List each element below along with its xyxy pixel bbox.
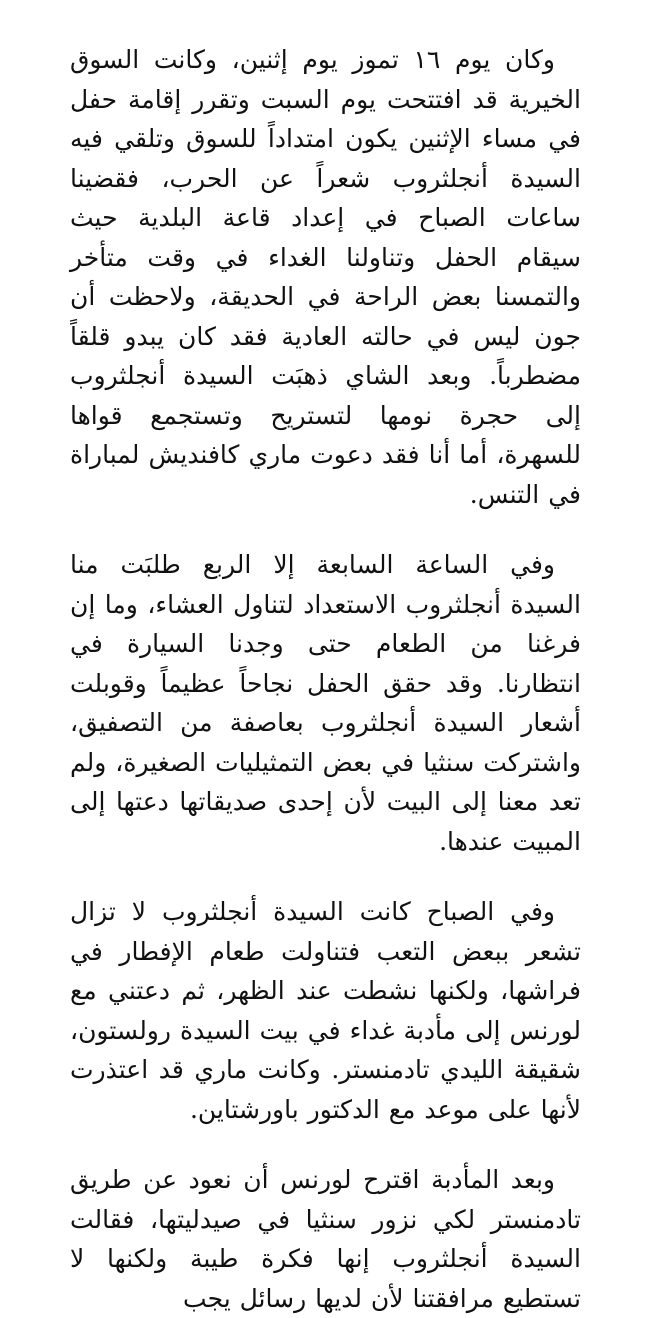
book-page bbox=[70, 40, 581, 1313]
paragraph-4: وبعد المأدبة اقترح لورنس أن نعود عن طريق تادمنستر لكي نزور سنثيا في صيدليتها، فقالت السيدة أنجلثروب إنها فكرة طيبة ولكنها لا تستطيع مرافقتنا لأن لديها رسائل يجب bbox=[70, 1165, 581, 1313]
paragraph-1: وكان يوم ١٦ تموز يوم إثنين، وكانت السوق الخيرية قد افتتحت يوم السبت وتقرر إقامة حفل في مساء الإثنين يكون امتداداً للسوق وتلقي فيه السيدة أنجلثروب شعراً عن الحرب، فقضينا ساعات الصباح في إعداد قاعة البلدية حيث سيقام الحفل وتناولنا الغداء في وقت متأخر والتمسنا بعض الراحة في الحديقة، ولاحظت أن جون ليس في حالته العادية فقد كان يبدو قلقاً مضطرباً. وبعد الشاي ذهبَت السيدة أنجلثروب إلى حجرة نومها لتستريح وتستجمع قواها للسهرة، أما أنا فقد دعوت ماري كافنديش لمباراة في التنس. bbox=[70, 45, 581, 509]
paragraph-2: وفي الساعة السابعة إلا الربع طلبَت منا السيدة أنجلثروب الاستعداد لتناول العشاء، وما إن فرغنا من الطعام حتى وجدنا السيارة في انتظارنا. وقد حقق الحفل نجاحاً عظيماً وقوبلت أشعار السيدة أنجلثروب بعاصفة من التصفيق، واشتركت سنثيا في بعض التمثيليات الصغيرة، ولم تعد معنا إلى البيت لأن إحدى صديقاتها دعتها إلى المبيت عندها. bbox=[70, 550, 581, 856]
paragraph-3: وفي الصباح كانت السيدة أنجلثروب لا تزال تشعر ببعض التعب فتناولت طعام الإفطار في فراشها، ولكنها نشطت عند الظهر، ثم دعتني مع لورنس إلى مأدبة غداء في بيت السيدة رولستون، شقيقة الليدي تادمنستر. وكانت ماري قد اعتذرت لأنها على موعد مع الدكتور باورشتاين. bbox=[70, 897, 581, 1124]
